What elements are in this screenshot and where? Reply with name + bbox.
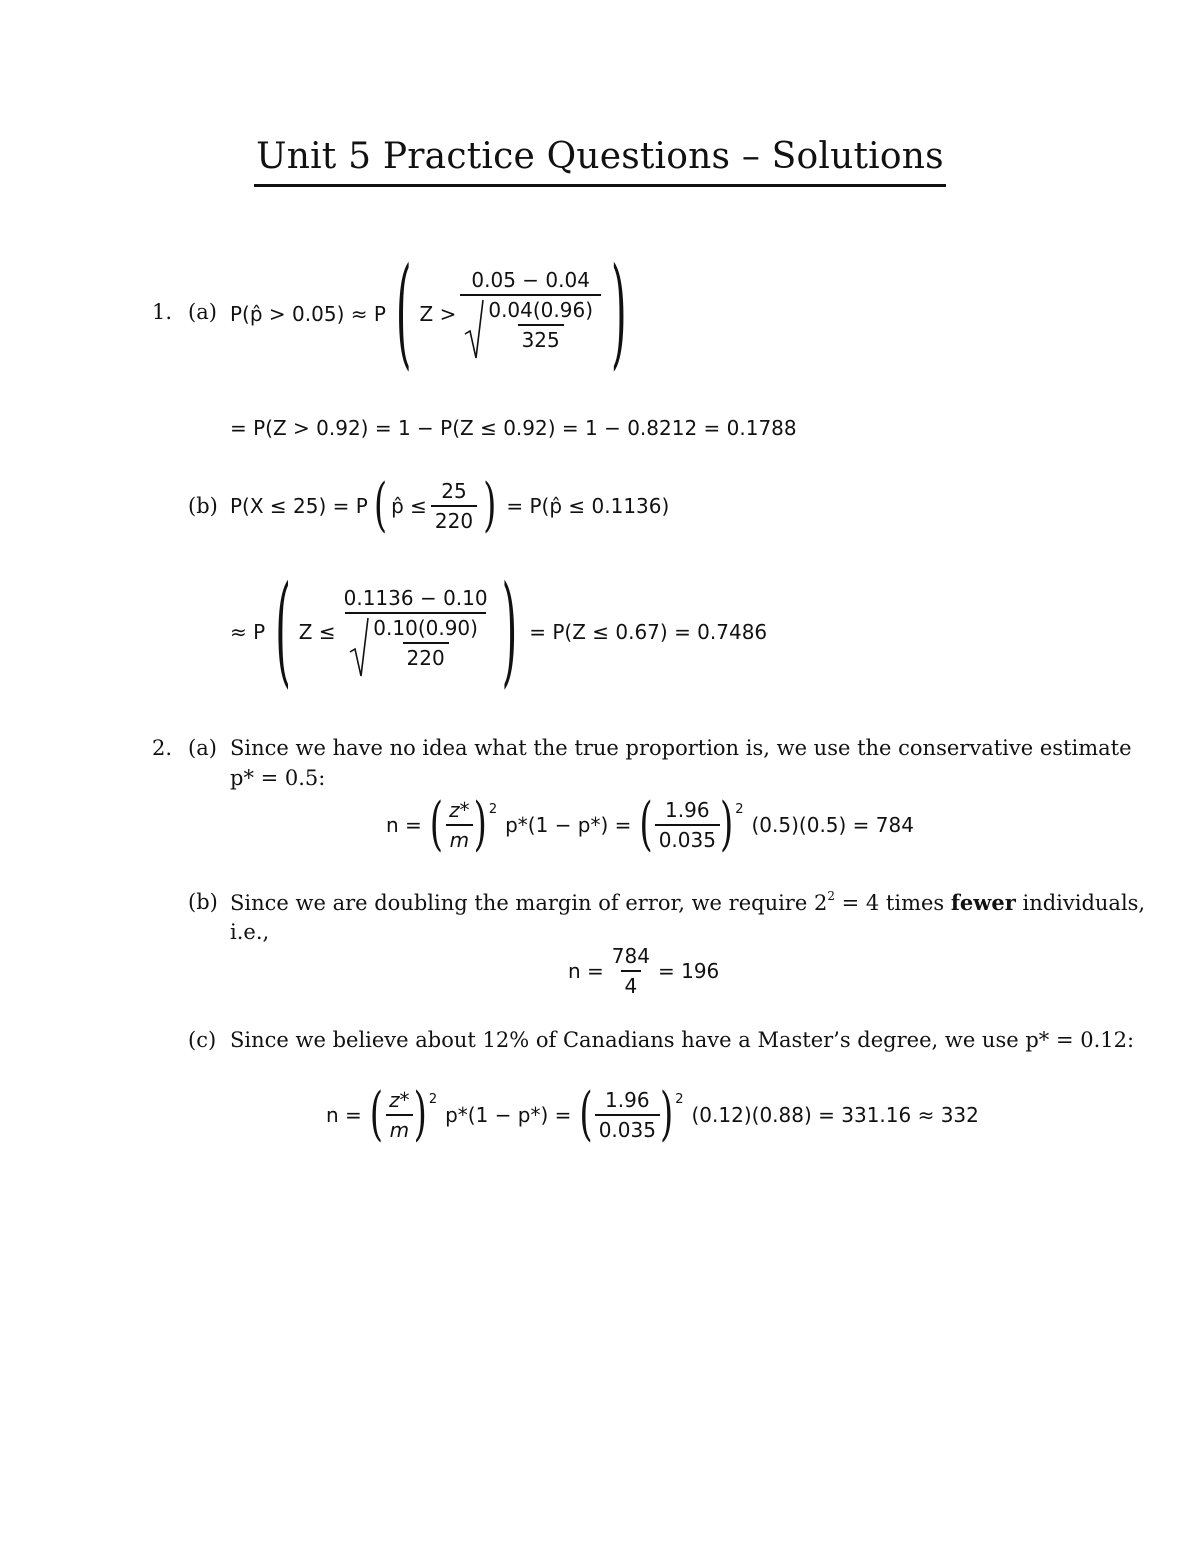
q1-a-fraction: $\frac{0.05 - 0.04}{\frac{0.04(0.96)}{325}}$ [460, 268, 601, 360]
q2-c-equation: n = ( $\frac{z*}{m}$ ) 2 p*(1 − p*) = ( $\frac{1.96}{0.035}$ ) 2 (0.12)(0.88) = 331.16 ≈ 332 [326, 1081, 979, 1149]
q1-a-equation: P(p̂ > 0.05) ≈ P ( Z > $\frac{0.05 - 0.04}{\frac{0.04(0.96)}{325}}$ ) [230, 245, 627, 383]
q1-b-equation: P(X ≤ 25) = P ( p̂ ≤ $\frac{25}{220}$ ) = P(p̂ ≤ 0.1136) [230, 472, 670, 540]
page-title: Unit 5 Practice Questions – Solutions [0, 134, 1200, 187]
q2-a-equation: n = ( $\frac{z*}{m}$ ) 2 p*(1 − p*) = ( $\frac{1.96}{0.035}$ ) 2 (0.5)(0.5) = 784 [386, 791, 914, 859]
q1-a-label: (a) [188, 300, 217, 324]
q1-b-label: (b) [188, 494, 218, 518]
q2-a-text-2: p* = 0.5: [230, 766, 326, 790]
question-1-number: 1. [152, 300, 173, 324]
q2-b-equation: n = $\frac{784}{4}$ = 196 [568, 944, 720, 998]
q2-a-text: Since we have no idea what the true proportion is, we use the conservative estimate [230, 736, 1132, 760]
right-paren: ) [611, 245, 627, 383]
q2-c-label: (c) [188, 1028, 217, 1052]
q1-b-approx: ≈ P ( Z ≤ $\frac{0.1136 - 0.10}{\frac{0.10(0.90)}{220}}$ ) = P(Z ≤ 0.67) = 0.7486 [230, 563, 768, 701]
sqrt-symbol: $\frac{0.10(0.90)}{220}$ [349, 616, 482, 678]
q2-b-label: (b) [188, 890, 218, 914]
sqrt-symbol: $\frac{0.04(0.96)}{325}$ [464, 298, 597, 360]
q2-a-label: (a) [188, 736, 217, 760]
question-2-number: 2. [152, 736, 173, 760]
left-paren: ( [395, 245, 412, 383]
q2-c-text: Since we believe about 12% of Canadians have a Master’s degree, we use p* = 0.12: [230, 1028, 1135, 1052]
q2-b-text: Since we are doubling the margin of error, we require $2^2 = 4$ times fewer individuals, [230, 889, 1146, 915]
q2-b-text-2: i.e., [230, 920, 270, 944]
q1-a-result: = P(Z > 0.92) = 1 − P(Z ≤ 0.92) = 1 − 0.8212 = 0.1788 [230, 416, 797, 440]
